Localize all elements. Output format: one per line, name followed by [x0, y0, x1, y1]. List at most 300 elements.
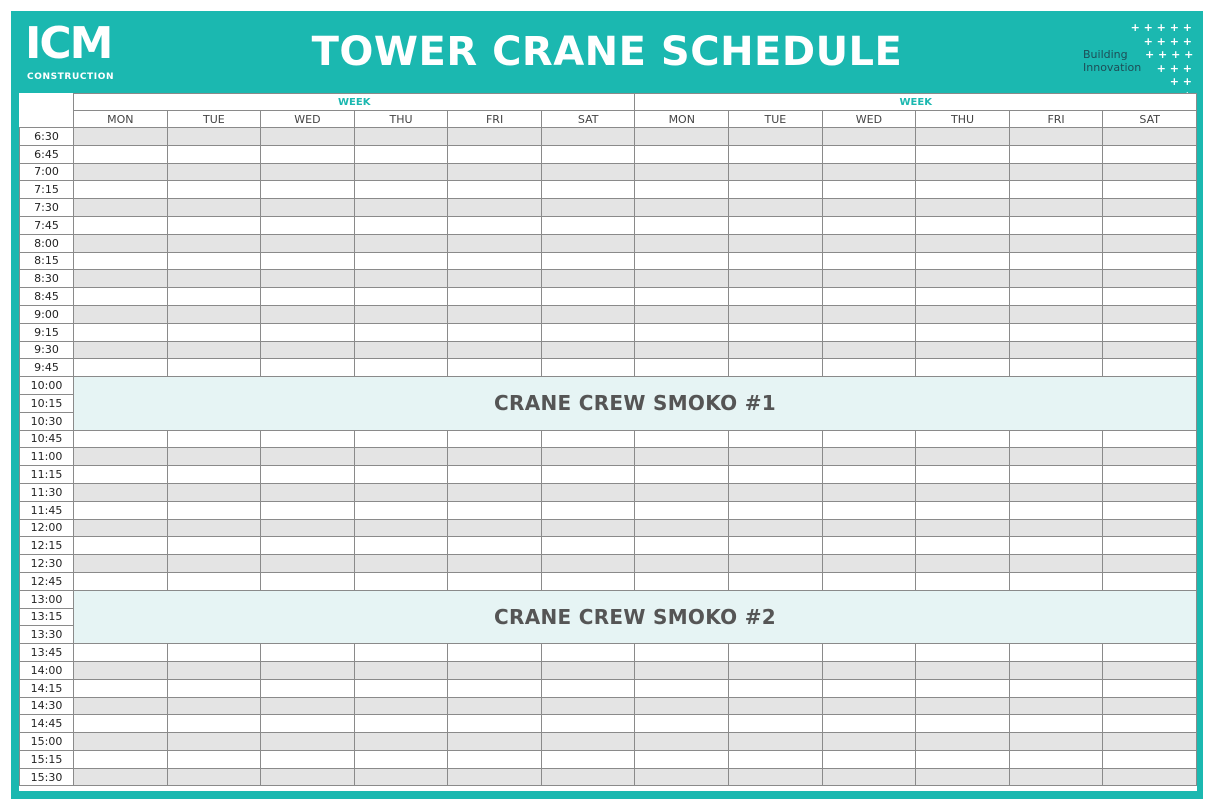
schedule-cell[interactable]: [635, 181, 729, 199]
schedule-cell[interactable]: [1009, 288, 1103, 306]
schedule-cell[interactable]: [635, 305, 729, 323]
schedule-cell[interactable]: [916, 216, 1010, 234]
schedule-cell[interactable]: [1103, 519, 1197, 537]
schedule-cell[interactable]: [74, 234, 168, 252]
schedule-cell[interactable]: [916, 572, 1010, 590]
schedule-cell[interactable]: [729, 501, 823, 519]
schedule-cell[interactable]: [822, 216, 916, 234]
schedule-cell[interactable]: [354, 537, 448, 555]
schedule-cell[interactable]: [541, 466, 635, 484]
schedule-cell[interactable]: [916, 430, 1010, 448]
schedule-cell[interactable]: [1009, 448, 1103, 466]
schedule-cell[interactable]: [916, 537, 1010, 555]
schedule-cell[interactable]: [916, 341, 1010, 359]
schedule-cell[interactable]: [167, 430, 261, 448]
schedule-cell[interactable]: [1009, 234, 1103, 252]
schedule-cell[interactable]: [448, 679, 542, 697]
schedule-cell[interactable]: [916, 270, 1010, 288]
schedule-cell[interactable]: [822, 768, 916, 786]
schedule-cell[interactable]: [261, 323, 355, 341]
schedule-cell[interactable]: [74, 750, 168, 768]
schedule-cell[interactable]: [261, 501, 355, 519]
schedule-cell[interactable]: [916, 323, 1010, 341]
schedule-cell[interactable]: [167, 483, 261, 501]
schedule-cell[interactable]: [541, 537, 635, 555]
schedule-cell[interactable]: [448, 750, 542, 768]
schedule-cell[interactable]: [1009, 359, 1103, 377]
schedule-cell[interactable]: [354, 199, 448, 217]
schedule-cell[interactable]: [635, 644, 729, 662]
schedule-cell[interactable]: [74, 305, 168, 323]
schedule-cell[interactable]: [448, 199, 542, 217]
schedule-cell[interactable]: [1009, 216, 1103, 234]
schedule-cell[interactable]: [916, 501, 1010, 519]
schedule-cell[interactable]: [354, 501, 448, 519]
schedule-cell[interactable]: [822, 715, 916, 733]
schedule-cell[interactable]: [1009, 750, 1103, 768]
schedule-cell[interactable]: [261, 181, 355, 199]
schedule-cell[interactable]: [167, 305, 261, 323]
schedule-cell[interactable]: [822, 234, 916, 252]
schedule-cell[interactable]: [822, 128, 916, 146]
schedule-cell[interactable]: [74, 733, 168, 751]
schedule-cell[interactable]: [1103, 572, 1197, 590]
schedule-cell[interactable]: [729, 768, 823, 786]
schedule-cell[interactable]: [729, 128, 823, 146]
schedule-cell[interactable]: [541, 644, 635, 662]
schedule-cell[interactable]: [635, 537, 729, 555]
schedule-cell[interactable]: [1103, 145, 1197, 163]
schedule-cell[interactable]: [916, 163, 1010, 181]
schedule-cell[interactable]: [74, 216, 168, 234]
schedule-cell[interactable]: [74, 572, 168, 590]
schedule-cell[interactable]: [448, 519, 542, 537]
schedule-cell[interactable]: [822, 305, 916, 323]
schedule-cell[interactable]: [1103, 305, 1197, 323]
schedule-cell[interactable]: [729, 359, 823, 377]
schedule-cell[interactable]: [74, 181, 168, 199]
schedule-cell[interactable]: [354, 644, 448, 662]
schedule-cell[interactable]: [354, 697, 448, 715]
schedule-cell[interactable]: [448, 145, 542, 163]
schedule-cell[interactable]: [822, 750, 916, 768]
schedule-cell[interactable]: [822, 537, 916, 555]
schedule-cell[interactable]: [1103, 288, 1197, 306]
schedule-cell[interactable]: [167, 644, 261, 662]
schedule-cell[interactable]: [729, 323, 823, 341]
schedule-cell[interactable]: [354, 323, 448, 341]
schedule-cell[interactable]: [541, 750, 635, 768]
schedule-cell[interactable]: [448, 733, 542, 751]
schedule-cell[interactable]: [729, 288, 823, 306]
schedule-cell[interactable]: [74, 163, 168, 181]
schedule-cell[interactable]: [261, 572, 355, 590]
schedule-cell[interactable]: [916, 199, 1010, 217]
schedule-cell[interactable]: [916, 288, 1010, 306]
schedule-cell[interactable]: [167, 341, 261, 359]
schedule-cell[interactable]: [1103, 750, 1197, 768]
schedule-cell[interactable]: [448, 341, 542, 359]
schedule-cell[interactable]: [822, 555, 916, 573]
schedule-cell[interactable]: [167, 466, 261, 484]
schedule-cell[interactable]: [541, 733, 635, 751]
schedule-cell[interactable]: [916, 128, 1010, 146]
schedule-cell[interactable]: [729, 199, 823, 217]
schedule-cell[interactable]: [916, 483, 1010, 501]
schedule-cell[interactable]: [448, 466, 542, 484]
schedule-cell[interactable]: [916, 359, 1010, 377]
schedule-cell[interactable]: [635, 768, 729, 786]
schedule-cell[interactable]: [635, 199, 729, 217]
schedule-cell[interactable]: [541, 288, 635, 306]
schedule-cell[interactable]: [167, 145, 261, 163]
schedule-cell[interactable]: [916, 448, 1010, 466]
schedule-cell[interactable]: [729, 519, 823, 537]
schedule-cell[interactable]: [167, 359, 261, 377]
schedule-cell[interactable]: [354, 359, 448, 377]
schedule-cell[interactable]: [167, 199, 261, 217]
schedule-cell[interactable]: [729, 466, 823, 484]
schedule-cell[interactable]: [261, 679, 355, 697]
schedule-cell[interactable]: [541, 661, 635, 679]
schedule-cell[interactable]: [822, 181, 916, 199]
schedule-cell[interactable]: [1009, 483, 1103, 501]
schedule-cell[interactable]: [729, 181, 823, 199]
schedule-cell[interactable]: [916, 733, 1010, 751]
schedule-cell[interactable]: [916, 697, 1010, 715]
schedule-cell[interactable]: [1103, 644, 1197, 662]
schedule-cell[interactable]: [635, 323, 729, 341]
schedule-cell[interactable]: [1103, 270, 1197, 288]
schedule-cell[interactable]: [354, 519, 448, 537]
schedule-cell[interactable]: [541, 234, 635, 252]
schedule-cell[interactable]: [541, 270, 635, 288]
schedule-cell[interactable]: [261, 252, 355, 270]
schedule-cell[interactable]: [541, 679, 635, 697]
schedule-cell[interactable]: [635, 483, 729, 501]
schedule-cell[interactable]: [822, 644, 916, 662]
schedule-cell[interactable]: [635, 430, 729, 448]
schedule-cell[interactable]: [729, 733, 823, 751]
schedule-cell[interactable]: [1103, 661, 1197, 679]
schedule-cell[interactable]: [448, 270, 542, 288]
schedule-cell[interactable]: [74, 537, 168, 555]
schedule-cell[interactable]: [1009, 323, 1103, 341]
schedule-cell[interactable]: [541, 216, 635, 234]
schedule-cell[interactable]: [1103, 216, 1197, 234]
schedule-cell[interactable]: [635, 750, 729, 768]
schedule-cell[interactable]: [541, 359, 635, 377]
schedule-cell[interactable]: [261, 234, 355, 252]
schedule-cell[interactable]: [167, 661, 261, 679]
schedule-cell[interactable]: [74, 323, 168, 341]
schedule-cell[interactable]: [448, 572, 542, 590]
schedule-cell[interactable]: [167, 733, 261, 751]
schedule-cell[interactable]: [1009, 679, 1103, 697]
schedule-cell[interactable]: [167, 519, 261, 537]
schedule-cell[interactable]: [916, 679, 1010, 697]
schedule-cell[interactable]: [354, 216, 448, 234]
schedule-cell[interactable]: [729, 555, 823, 573]
schedule-cell[interactable]: [448, 644, 542, 662]
schedule-cell[interactable]: [635, 519, 729, 537]
schedule-cell[interactable]: [261, 305, 355, 323]
schedule-cell[interactable]: [74, 466, 168, 484]
schedule-cell[interactable]: [635, 288, 729, 306]
schedule-cell[interactable]: [261, 768, 355, 786]
schedule-cell[interactable]: [541, 305, 635, 323]
schedule-cell[interactable]: [635, 572, 729, 590]
schedule-cell[interactable]: [1009, 199, 1103, 217]
schedule-cell[interactable]: [167, 750, 261, 768]
schedule-cell[interactable]: [541, 145, 635, 163]
schedule-cell[interactable]: [261, 270, 355, 288]
schedule-cell[interactable]: [1103, 359, 1197, 377]
schedule-cell[interactable]: [74, 697, 168, 715]
schedule-cell[interactable]: [261, 359, 355, 377]
schedule-cell[interactable]: [167, 697, 261, 715]
schedule-cell[interactable]: [729, 679, 823, 697]
schedule-cell[interactable]: [167, 288, 261, 306]
schedule-cell[interactable]: [354, 750, 448, 768]
schedule-cell[interactable]: [448, 234, 542, 252]
schedule-cell[interactable]: [729, 216, 823, 234]
schedule-cell[interactable]: [261, 341, 355, 359]
schedule-cell[interactable]: [916, 715, 1010, 733]
schedule-cell[interactable]: [167, 555, 261, 573]
schedule-cell[interactable]: [448, 501, 542, 519]
schedule-cell[interactable]: [1009, 163, 1103, 181]
schedule-cell[interactable]: [448, 661, 542, 679]
schedule-cell[interactable]: [729, 715, 823, 733]
schedule-cell[interactable]: [74, 519, 168, 537]
schedule-cell[interactable]: [822, 733, 916, 751]
schedule-cell[interactable]: [635, 555, 729, 573]
schedule-cell[interactable]: [635, 270, 729, 288]
schedule-cell[interactable]: [261, 555, 355, 573]
schedule-cell[interactable]: [1103, 679, 1197, 697]
schedule-cell[interactable]: [167, 537, 261, 555]
schedule-cell[interactable]: [635, 216, 729, 234]
schedule-cell[interactable]: [1103, 199, 1197, 217]
schedule-cell[interactable]: [74, 128, 168, 146]
schedule-cell[interactable]: [822, 163, 916, 181]
schedule-cell[interactable]: [635, 501, 729, 519]
schedule-cell[interactable]: [822, 679, 916, 697]
schedule-cell[interactable]: [354, 305, 448, 323]
schedule-cell[interactable]: [167, 501, 261, 519]
schedule-cell[interactable]: [261, 466, 355, 484]
schedule-cell[interactable]: [261, 750, 355, 768]
schedule-cell[interactable]: [448, 697, 542, 715]
schedule-cell[interactable]: [354, 163, 448, 181]
schedule-cell[interactable]: [541, 341, 635, 359]
schedule-cell[interactable]: [1009, 537, 1103, 555]
schedule-cell[interactable]: [167, 128, 261, 146]
schedule-cell[interactable]: [1103, 697, 1197, 715]
schedule-cell[interactable]: [354, 572, 448, 590]
schedule-cell[interactable]: [1103, 234, 1197, 252]
schedule-cell[interactable]: [541, 430, 635, 448]
schedule-cell[interactable]: [635, 466, 729, 484]
schedule-cell[interactable]: [822, 252, 916, 270]
schedule-cell[interactable]: [635, 145, 729, 163]
schedule-cell[interactable]: [635, 341, 729, 359]
schedule-cell[interactable]: [74, 483, 168, 501]
schedule-cell[interactable]: [729, 572, 823, 590]
schedule-cell[interactable]: [261, 537, 355, 555]
schedule-cell[interactable]: [354, 181, 448, 199]
schedule-cell[interactable]: [729, 537, 823, 555]
schedule-cell[interactable]: [916, 145, 1010, 163]
schedule-cell[interactable]: [74, 341, 168, 359]
schedule-cell[interactable]: [1103, 252, 1197, 270]
schedule-cell[interactable]: [354, 555, 448, 573]
schedule-cell[interactable]: [448, 128, 542, 146]
schedule-cell[interactable]: [74, 270, 168, 288]
schedule-cell[interactable]: [1009, 733, 1103, 751]
schedule-cell[interactable]: [261, 733, 355, 751]
schedule-cell[interactable]: [729, 145, 823, 163]
schedule-cell[interactable]: [167, 715, 261, 733]
schedule-cell[interactable]: [1103, 715, 1197, 733]
schedule-cell[interactable]: [822, 270, 916, 288]
schedule-cell[interactable]: [1009, 715, 1103, 733]
schedule-cell[interactable]: [74, 661, 168, 679]
schedule-cell[interactable]: [729, 252, 823, 270]
schedule-cell[interactable]: [167, 216, 261, 234]
schedule-cell[interactable]: [261, 715, 355, 733]
schedule-cell[interactable]: [541, 715, 635, 733]
schedule-cell[interactable]: [635, 234, 729, 252]
schedule-cell[interactable]: [1103, 537, 1197, 555]
schedule-cell[interactable]: [167, 448, 261, 466]
schedule-cell[interactable]: [354, 128, 448, 146]
schedule-cell[interactable]: [916, 555, 1010, 573]
schedule-cell[interactable]: [74, 359, 168, 377]
schedule-cell[interactable]: [635, 733, 729, 751]
schedule-cell[interactable]: [729, 341, 823, 359]
schedule-cell[interactable]: [916, 644, 1010, 662]
schedule-cell[interactable]: [448, 555, 542, 573]
schedule-cell[interactable]: [261, 145, 355, 163]
schedule-cell[interactable]: [354, 466, 448, 484]
schedule-cell[interactable]: [1009, 661, 1103, 679]
schedule-cell[interactable]: [261, 448, 355, 466]
schedule-cell[interactable]: [916, 252, 1010, 270]
schedule-cell[interactable]: [448, 288, 542, 306]
schedule-cell[interactable]: [1103, 163, 1197, 181]
schedule-cell[interactable]: [261, 199, 355, 217]
schedule-cell[interactable]: [729, 305, 823, 323]
schedule-cell[interactable]: [261, 430, 355, 448]
schedule-cell[interactable]: [448, 715, 542, 733]
schedule-cell[interactable]: [541, 199, 635, 217]
schedule-cell[interactable]: [729, 270, 823, 288]
schedule-cell[interactable]: [1009, 145, 1103, 163]
schedule-cell[interactable]: [261, 163, 355, 181]
schedule-cell[interactable]: [1009, 181, 1103, 199]
schedule-cell[interactable]: [1009, 519, 1103, 537]
schedule-cell[interactable]: [729, 661, 823, 679]
schedule-cell[interactable]: [729, 697, 823, 715]
schedule-cell[interactable]: [448, 448, 542, 466]
schedule-cell[interactable]: [354, 661, 448, 679]
schedule-cell[interactable]: [916, 305, 1010, 323]
schedule-cell[interactable]: [916, 466, 1010, 484]
schedule-cell[interactable]: [729, 483, 823, 501]
schedule-cell[interactable]: [354, 145, 448, 163]
schedule-cell[interactable]: [354, 270, 448, 288]
schedule-cell[interactable]: [916, 234, 1010, 252]
schedule-cell[interactable]: [1009, 270, 1103, 288]
schedule-cell[interactable]: [167, 163, 261, 181]
schedule-cell[interactable]: [822, 430, 916, 448]
schedule-cell[interactable]: [167, 572, 261, 590]
schedule-cell[interactable]: [74, 430, 168, 448]
schedule-cell[interactable]: [635, 163, 729, 181]
schedule-cell[interactable]: [822, 448, 916, 466]
schedule-cell[interactable]: [541, 768, 635, 786]
schedule-cell[interactable]: [1103, 555, 1197, 573]
schedule-cell[interactable]: [635, 661, 729, 679]
schedule-cell[interactable]: [167, 323, 261, 341]
schedule-cell[interactable]: [1009, 430, 1103, 448]
schedule-cell[interactable]: [261, 661, 355, 679]
schedule-cell[interactable]: [1009, 128, 1103, 146]
schedule-cell[interactable]: [261, 644, 355, 662]
schedule-cell[interactable]: [74, 252, 168, 270]
schedule-cell[interactable]: [1103, 181, 1197, 199]
schedule-cell[interactable]: [448, 252, 542, 270]
schedule-cell[interactable]: [635, 359, 729, 377]
schedule-cell[interactable]: [448, 359, 542, 377]
schedule-cell[interactable]: [1103, 128, 1197, 146]
schedule-cell[interactable]: [916, 519, 1010, 537]
schedule-cell[interactable]: [541, 323, 635, 341]
schedule-cell[interactable]: [354, 448, 448, 466]
schedule-cell[interactable]: [448, 768, 542, 786]
schedule-cell[interactable]: [354, 288, 448, 306]
schedule-cell[interactable]: [354, 430, 448, 448]
schedule-cell[interactable]: [167, 234, 261, 252]
schedule-cell[interactable]: [261, 128, 355, 146]
schedule-cell[interactable]: [354, 483, 448, 501]
schedule-cell[interactable]: [1103, 323, 1197, 341]
schedule-cell[interactable]: [1009, 644, 1103, 662]
schedule-cell[interactable]: [541, 572, 635, 590]
schedule-cell[interactable]: [541, 697, 635, 715]
schedule-cell[interactable]: [74, 768, 168, 786]
schedule-cell[interactable]: [1009, 466, 1103, 484]
schedule-cell[interactable]: [448, 163, 542, 181]
schedule-cell[interactable]: [916, 768, 1010, 786]
schedule-cell[interactable]: [729, 430, 823, 448]
schedule-cell[interactable]: [448, 430, 542, 448]
schedule-cell[interactable]: [1009, 555, 1103, 573]
schedule-cell[interactable]: [822, 501, 916, 519]
schedule-cell[interactable]: [635, 448, 729, 466]
schedule-cell[interactable]: [822, 572, 916, 590]
schedule-cell[interactable]: [541, 163, 635, 181]
schedule-cell[interactable]: [916, 750, 1010, 768]
schedule-cell[interactable]: [74, 715, 168, 733]
schedule-cell[interactable]: [541, 448, 635, 466]
schedule-cell[interactable]: [261, 697, 355, 715]
schedule-cell[interactable]: [822, 697, 916, 715]
schedule-cell[interactable]: [1009, 252, 1103, 270]
schedule-cell[interactable]: [261, 519, 355, 537]
